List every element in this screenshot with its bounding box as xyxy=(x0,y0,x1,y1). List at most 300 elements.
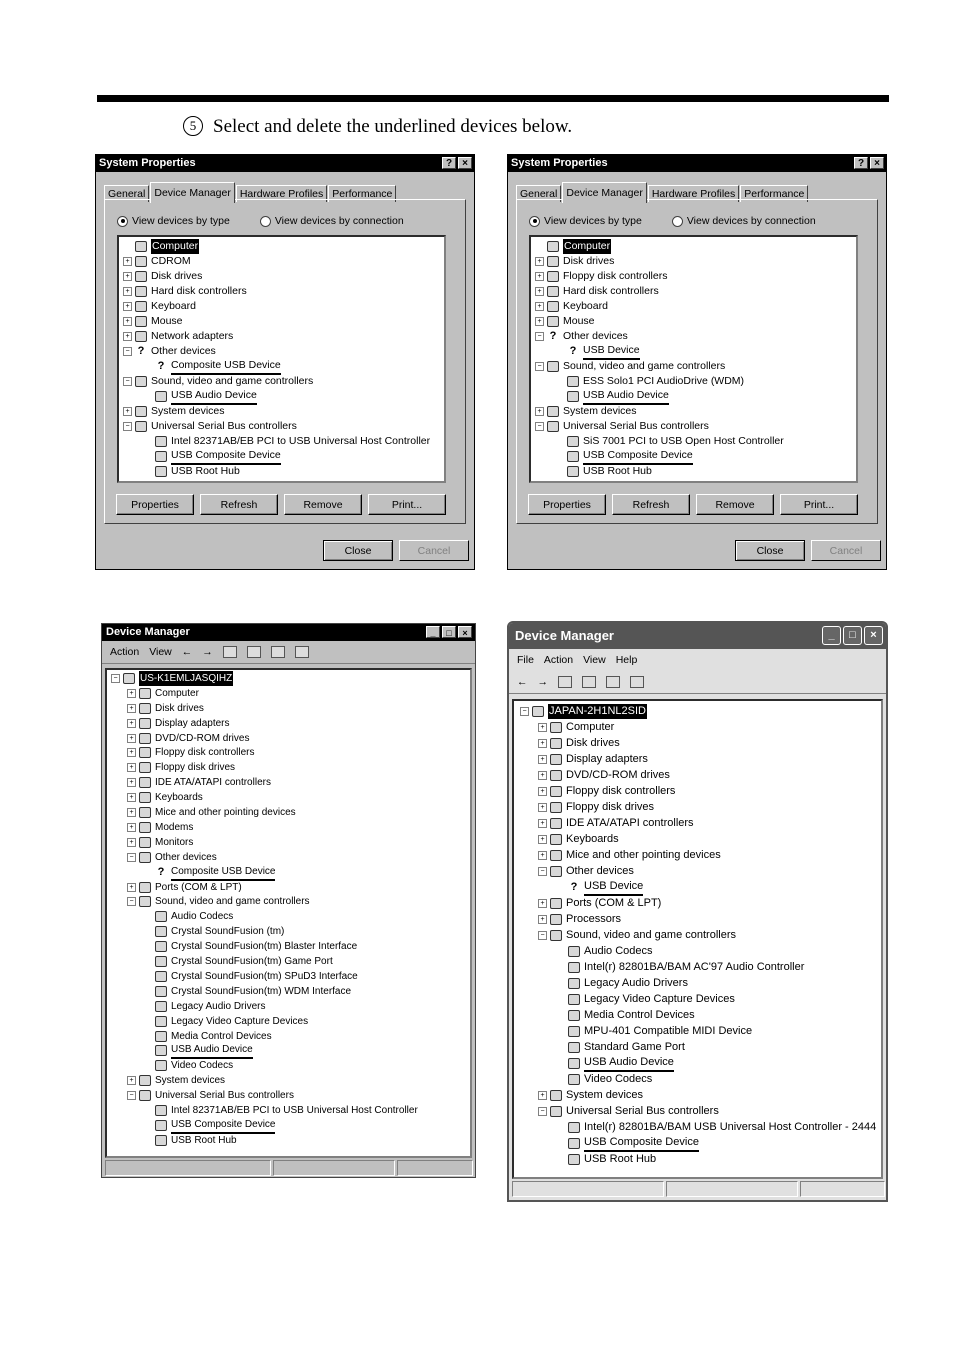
device-tree[interactable] xyxy=(512,699,883,1179)
collapse-icon[interactable]: − xyxy=(520,707,529,716)
device-manager-window-xp xyxy=(507,621,888,1202)
collapse-icon[interactable]: − xyxy=(123,377,132,386)
tree-item[interactable] xyxy=(127,701,204,716)
tree-item-label: USB Audio Device xyxy=(584,1055,674,1072)
collapse-icon[interactable]: − xyxy=(535,422,544,431)
tree-item[interactable] xyxy=(538,1103,719,1119)
tab-general[interactable]: General xyxy=(516,185,561,202)
tree-item[interactable] xyxy=(127,746,254,761)
tree-item-label: Intel(r) 82801BA/BAM USB Universal Host Controller - 2444 xyxy=(584,1120,877,1133)
device-icon xyxy=(139,733,151,744)
menu-bar xyxy=(509,649,886,671)
tree-item-underlined[interactable] xyxy=(143,359,281,374)
tree-item-label: USB Composite Device xyxy=(584,1135,699,1152)
remove-button[interactable]: Remove xyxy=(696,494,774,515)
maximize-icon[interactable]: □ xyxy=(442,626,456,638)
device-icon xyxy=(135,241,147,252)
tree-item[interactable] xyxy=(127,820,193,835)
close-icon[interactable]: × xyxy=(870,157,884,169)
help-icon[interactable] xyxy=(271,646,285,658)
collapse-icon[interactable]: − xyxy=(111,674,120,683)
tree-item[interactable] xyxy=(123,284,247,299)
expand-icon[interactable]: + xyxy=(127,689,136,698)
expand-icon[interactable]: + xyxy=(127,704,136,713)
tree-item-label: Universal Serial Bus controllers xyxy=(155,1090,294,1102)
device-icon xyxy=(550,866,562,877)
menu-help[interactable]: Help xyxy=(615,654,638,666)
device-tree[interactable] xyxy=(117,235,446,483)
device-icon xyxy=(139,1090,151,1101)
tree-item[interactable] xyxy=(538,799,654,815)
device-icon xyxy=(550,802,562,813)
tree-item-label: JAPAN-2H1NL2SID xyxy=(549,704,646,717)
tree-item[interactable] xyxy=(556,1039,685,1055)
remove-button[interactable]: Remove xyxy=(284,494,362,515)
device-manager-window-2000 xyxy=(101,623,476,1178)
view-icon[interactable] xyxy=(247,646,261,658)
tree-item[interactable] xyxy=(538,1087,643,1103)
tree-item-label: Keyboard xyxy=(151,300,196,312)
expand-icon[interactable]: + xyxy=(127,808,136,817)
tree-spacer xyxy=(143,1061,152,1070)
tree-item[interactable] xyxy=(111,671,233,686)
expand-icon[interactable]: + xyxy=(123,332,132,341)
tree-item-label: Disk drives xyxy=(151,270,203,282)
device-icon xyxy=(547,421,559,432)
expand-icon[interactable]: + xyxy=(127,883,136,892)
back-icon[interactable]: ← xyxy=(517,676,528,688)
window-title: Device Manager xyxy=(515,628,614,643)
tree-item[interactable] xyxy=(123,419,297,434)
tree-item-label: Mouse xyxy=(563,315,595,327)
window-title: System Properties xyxy=(99,157,196,169)
device-tree[interactable] xyxy=(105,668,472,1158)
expand-icon[interactable]: + xyxy=(127,1076,136,1085)
tree-item[interactable] xyxy=(123,314,183,329)
menu-file[interactable]: File xyxy=(517,654,534,666)
tree-item-label: Keyboards xyxy=(566,832,619,845)
tree-item[interactable] xyxy=(535,254,614,269)
tree-item-underlined[interactable] xyxy=(555,344,640,359)
tree-item-label: Network adapters xyxy=(151,330,234,342)
tree-item[interactable] xyxy=(143,999,266,1014)
tree-item[interactable] xyxy=(538,831,619,847)
tree-item-label: Disk drives xyxy=(155,702,204,714)
device-icon xyxy=(568,994,580,1005)
tree-item[interactable] xyxy=(538,847,721,863)
expand-icon[interactable]: + xyxy=(538,771,547,780)
tree-item[interactable] xyxy=(555,464,652,479)
tree-item-underlined[interactable] xyxy=(143,389,257,404)
tree-item[interactable] xyxy=(538,927,736,943)
device-icon xyxy=(547,301,559,312)
tree-spacer xyxy=(555,392,564,401)
tree-item[interactable] xyxy=(123,299,196,314)
expand-icon[interactable]: + xyxy=(127,719,136,728)
tree-spacer xyxy=(556,1011,565,1020)
tree-spacer xyxy=(556,947,565,956)
tree-item-label: Legacy Video Capture Devices xyxy=(171,1015,309,1027)
expand-icon[interactable]: + xyxy=(127,793,136,802)
tree-item[interactable] xyxy=(123,404,225,419)
tree-item[interactable] xyxy=(555,434,784,449)
close-icon[interactable]: × xyxy=(458,157,472,169)
tree-item[interactable] xyxy=(123,269,202,284)
tree-item[interactable] xyxy=(556,1151,656,1167)
tree-spacer xyxy=(143,987,152,996)
tree-item-label: Crystal SoundFusion (tm) xyxy=(171,926,285,938)
tree-item[interactable] xyxy=(127,835,193,850)
close-icon[interactable]: × xyxy=(864,626,883,645)
device-tree[interactable] xyxy=(529,235,858,483)
tree-item[interactable] xyxy=(143,1133,237,1148)
tree-item[interactable] xyxy=(535,329,628,344)
tree-item[interactable] xyxy=(556,959,804,975)
scan-hardware-icon[interactable] xyxy=(630,676,644,688)
print-icon[interactable] xyxy=(582,676,596,688)
tree-item[interactable] xyxy=(538,735,620,751)
tree-item-underlined[interactable] xyxy=(555,449,693,464)
expand-icon[interactable]: + xyxy=(538,723,547,732)
tree-item-underlined[interactable] xyxy=(143,1044,253,1059)
menu-action[interactable]: Action xyxy=(110,646,140,658)
device-icon xyxy=(139,747,151,758)
expand-icon[interactable]: + xyxy=(535,272,544,281)
collapse-icon[interactable]: − xyxy=(123,422,132,431)
expand-icon[interactable]: + xyxy=(538,819,547,828)
tab-device-manager[interactable]: Device Manager xyxy=(562,182,646,203)
back-icon[interactable]: ← xyxy=(181,646,193,658)
tree-item-label: Video Codecs xyxy=(584,1072,653,1085)
expand-icon[interactable]: + xyxy=(123,407,132,416)
collapse-icon[interactable]: − xyxy=(127,1091,136,1100)
tree-item[interactable] xyxy=(535,419,709,434)
tree-item[interactable] xyxy=(127,1088,294,1103)
tree-spacer xyxy=(143,1106,152,1115)
help-button[interactable]: ? xyxy=(442,157,456,169)
device-icon xyxy=(550,850,562,861)
expand-icon[interactable]: + xyxy=(127,823,136,832)
tree-spacer xyxy=(143,1136,152,1145)
tree-item-underlined[interactable] xyxy=(143,449,281,464)
properties-button[interactable]: Properties xyxy=(116,494,194,515)
device-icon xyxy=(155,1031,167,1042)
tree-item-label: Disk drives xyxy=(566,736,620,749)
tree-item-label: Sound, video and game controllers xyxy=(566,928,736,941)
cancel-button[interactable]: Cancel xyxy=(811,540,881,561)
tree-item[interactable] xyxy=(538,895,661,911)
tab-performance[interactable]: Performance xyxy=(328,185,396,202)
tree-item[interactable] xyxy=(143,464,240,479)
tree-item[interactable] xyxy=(535,314,595,329)
close-icon[interactable]: × xyxy=(458,626,472,638)
tree-item[interactable] xyxy=(127,731,249,746)
help-button[interactable]: ? xyxy=(854,157,868,169)
tree-item[interactable] xyxy=(143,924,284,939)
tree-item[interactable] xyxy=(123,239,199,254)
tree-item-label: CDROM xyxy=(151,255,191,267)
forward-icon[interactable]: → xyxy=(202,646,213,658)
collapse-icon[interactable]: − xyxy=(123,347,132,356)
tree-item-underlined[interactable] xyxy=(556,879,643,895)
device-icon xyxy=(547,286,559,297)
expand-icon[interactable]: + xyxy=(127,838,136,847)
expand-icon[interactable]: + xyxy=(123,302,132,311)
device-icon xyxy=(139,822,151,833)
device-icon xyxy=(568,1138,580,1149)
expand-icon[interactable]: + xyxy=(535,257,544,266)
device-icon xyxy=(155,1045,167,1056)
expand-icon[interactable]: + xyxy=(123,287,132,296)
device-icon xyxy=(155,1120,167,1131)
tree-item[interactable] xyxy=(538,719,614,735)
scan-hardware-icon[interactable] xyxy=(295,646,309,658)
refresh-button[interactable]: Refresh xyxy=(612,494,690,515)
tree-item[interactable] xyxy=(143,1058,233,1073)
tab-hardware-profiles[interactable]: Hardware Profiles xyxy=(648,185,739,202)
tree-item[interactable] xyxy=(127,850,217,865)
collapse-icon[interactable]: − xyxy=(127,853,136,862)
tree-item[interactable] xyxy=(123,254,191,269)
tree-item[interactable] xyxy=(556,1119,876,1135)
properties-icon[interactable] xyxy=(223,646,237,658)
tree-item[interactable] xyxy=(127,716,229,731)
view-icon[interactable] xyxy=(558,676,572,688)
tree-item[interactable] xyxy=(123,329,233,344)
device-icon xyxy=(550,834,562,845)
tree-item-label: Composite USB Device xyxy=(171,358,281,375)
collapse-icon[interactable]: − xyxy=(127,897,136,906)
tree-item[interactable] xyxy=(127,775,271,790)
tree-item[interactable] xyxy=(535,404,637,419)
device-icon xyxy=(139,852,151,863)
status-bar xyxy=(512,1181,885,1197)
print-button[interactable]: Print... xyxy=(780,494,858,515)
radio-view-by-type[interactable] xyxy=(529,215,642,227)
tree-item-label: System devices xyxy=(151,405,225,417)
tree-item[interactable] xyxy=(538,751,648,767)
device-icon xyxy=(550,930,562,941)
device-icon xyxy=(568,978,580,989)
expand-icon[interactable]: + xyxy=(538,851,547,860)
device-icon xyxy=(139,777,151,788)
tree-item-underlined[interactable] xyxy=(555,389,669,404)
tree-item-underlined[interactable] xyxy=(143,865,275,880)
tree-item[interactable] xyxy=(535,269,667,284)
collapse-icon[interactable]: − xyxy=(538,1107,547,1116)
tree-item[interactable] xyxy=(535,299,608,314)
tree-item-label: USB Audio Device xyxy=(171,388,257,405)
tree-item[interactable] xyxy=(143,984,351,999)
tree-spacer xyxy=(143,467,152,476)
status-bar xyxy=(105,1160,473,1176)
radio-view-by-type[interactable] xyxy=(117,215,230,227)
device-icon xyxy=(139,792,151,803)
tree-spacer xyxy=(556,1123,565,1132)
device-icon xyxy=(550,722,562,733)
device-icon xyxy=(568,1042,580,1053)
tree-item[interactable] xyxy=(143,434,430,449)
expand-icon[interactable]: + xyxy=(123,272,132,281)
tree-item[interactable] xyxy=(538,783,675,799)
tree-item[interactable] xyxy=(520,703,647,719)
tab-hardware-profiles[interactable]: Hardware Profiles xyxy=(236,185,327,202)
tree-item[interactable] xyxy=(127,790,203,805)
tree-item[interactable] xyxy=(535,359,725,374)
radio-unselected-icon xyxy=(260,216,271,227)
tree-item[interactable] xyxy=(556,943,653,959)
menu-view[interactable]: View xyxy=(583,654,606,666)
tree-item[interactable] xyxy=(535,284,659,299)
unknown-device-icon: ? xyxy=(570,880,578,893)
title-bar xyxy=(508,155,886,172)
close-button[interactable]: Close xyxy=(735,540,805,561)
tree-item-underlined[interactable] xyxy=(556,1055,674,1071)
tree-item-label: Monitors xyxy=(155,836,194,848)
menu-view[interactable]: View xyxy=(149,646,172,658)
radio-view-by-connection[interactable] xyxy=(672,215,816,227)
tree-item[interactable] xyxy=(555,374,744,389)
device-icon xyxy=(568,1026,580,1037)
tree-item-label: DVD/CD-ROM drives xyxy=(155,732,250,744)
tree-item-label: Other devices xyxy=(155,851,217,863)
device-icon xyxy=(135,376,147,387)
tree-item[interactable] xyxy=(143,909,233,924)
expand-icon[interactable]: + xyxy=(127,748,136,757)
tab-device-manager[interactable]: Device Manager xyxy=(150,182,234,203)
tree-spacer xyxy=(555,437,564,446)
tree-item[interactable] xyxy=(143,1103,418,1118)
close-button[interactable]: Close xyxy=(323,540,393,561)
tree-item-underlined[interactable] xyxy=(143,1118,275,1133)
expand-icon[interactable]: + xyxy=(538,1091,547,1100)
device-icon xyxy=(547,271,559,282)
tree-item[interactable] xyxy=(143,969,358,984)
tree-item[interactable] xyxy=(143,954,333,969)
expand-icon[interactable]: + xyxy=(127,763,136,772)
expand-icon[interactable]: + xyxy=(538,755,547,764)
tree-item[interactable] xyxy=(143,1029,272,1044)
unknown-device-icon: ? xyxy=(569,345,577,357)
expand-icon[interactable]: + xyxy=(538,739,547,748)
device-icon xyxy=(155,971,167,982)
tab-general[interactable]: General xyxy=(104,185,149,202)
device-icon xyxy=(568,962,580,973)
tree-item-label: Universal Serial Bus controllers xyxy=(566,1104,719,1117)
expand-icon[interactable]: + xyxy=(535,317,544,326)
tree-item[interactable] xyxy=(538,911,621,927)
header-rule xyxy=(97,95,889,102)
tree-item-underlined[interactable] xyxy=(556,1135,699,1151)
tree-item[interactable] xyxy=(556,975,688,991)
minimize-icon[interactable]: _ xyxy=(426,626,440,638)
tree-item[interactable] xyxy=(143,1014,308,1029)
tree-item-label: Modems xyxy=(155,821,194,833)
tree-item[interactable] xyxy=(556,1023,752,1039)
tree-spacer xyxy=(143,392,152,401)
tree-spacer xyxy=(143,957,152,966)
tree-spacer xyxy=(143,1121,152,1130)
radio-selected-icon xyxy=(529,216,540,227)
forward-icon[interactable]: → xyxy=(537,676,548,688)
expand-icon[interactable]: + xyxy=(535,407,544,416)
expand-icon[interactable]: + xyxy=(538,899,547,908)
tree-item[interactable] xyxy=(127,760,235,775)
tree-item[interactable] xyxy=(535,239,611,254)
expand-icon[interactable]: + xyxy=(123,257,132,266)
radio-unselected-icon xyxy=(672,216,683,227)
expand-icon[interactable]: + xyxy=(538,915,547,924)
tree-item[interactable] xyxy=(123,344,216,359)
tree-item-label: Media Control Devices xyxy=(584,1008,695,1021)
device-icon xyxy=(155,1016,167,1027)
tree-item[interactable] xyxy=(538,815,694,831)
tree-spacer xyxy=(556,1139,565,1148)
collapse-icon[interactable]: − xyxy=(538,931,547,940)
expand-icon[interactable]: + xyxy=(538,835,547,844)
tree-item[interactable] xyxy=(556,1007,695,1023)
refresh-button[interactable]: Refresh xyxy=(200,494,278,515)
expand-icon[interactable]: + xyxy=(538,803,547,812)
device-icon xyxy=(550,1090,562,1101)
expand-icon[interactable]: + xyxy=(127,778,136,787)
radio-view-by-connection[interactable] xyxy=(260,215,404,227)
tree-item[interactable] xyxy=(538,767,670,783)
device-icon xyxy=(155,391,167,402)
collapse-icon[interactable]: − xyxy=(538,867,547,876)
print-button[interactable]: Print... xyxy=(368,494,446,515)
expand-icon[interactable]: + xyxy=(538,787,547,796)
device-icon xyxy=(155,1135,167,1146)
menu-action[interactable]: Action xyxy=(543,654,574,666)
expand-icon[interactable]: + xyxy=(127,734,136,743)
tree-item-label: System devices xyxy=(563,405,637,417)
collapse-icon[interactable]: − xyxy=(535,362,544,371)
tree-item[interactable] xyxy=(556,1071,652,1087)
tree-item[interactable] xyxy=(123,374,313,389)
device-icon xyxy=(567,451,579,462)
tree-item-label: Disk drives xyxy=(563,255,615,267)
cancel-button[interactable]: Cancel xyxy=(399,540,469,561)
expand-icon[interactable]: + xyxy=(123,317,132,326)
properties-button[interactable]: Properties xyxy=(528,494,606,515)
device-icon xyxy=(568,1074,580,1085)
tree-item[interactable] xyxy=(143,939,357,954)
tab-performance[interactable]: Performance xyxy=(740,185,808,202)
device-icon xyxy=(135,271,147,282)
device-icon xyxy=(568,1154,580,1165)
device-manager-panel xyxy=(516,199,878,524)
device-icon xyxy=(550,770,562,781)
tree-item[interactable] xyxy=(556,991,735,1007)
tree-item[interactable] xyxy=(127,805,296,820)
expand-icon[interactable]: + xyxy=(535,302,544,311)
tree-item[interactable] xyxy=(127,880,242,895)
tree-item[interactable] xyxy=(538,863,634,879)
help-icon[interactable] xyxy=(606,676,620,688)
tree-item-label: Legacy Audio Drivers xyxy=(584,976,688,989)
tree-item[interactable] xyxy=(127,686,199,701)
expand-icon[interactable]: + xyxy=(535,287,544,296)
tree-item-label: USB Root Hub xyxy=(584,1152,657,1165)
tree-item-label: Hard disk controllers xyxy=(151,285,247,297)
minimize-icon[interactable]: _ xyxy=(822,626,841,645)
tree-item[interactable] xyxy=(127,1073,225,1088)
maximize-icon[interactable]: □ xyxy=(843,626,862,645)
collapse-icon[interactable]: − xyxy=(535,332,544,341)
tree-item[interactable] xyxy=(127,895,310,910)
tree-item-label: USB Root Hub xyxy=(583,465,652,477)
